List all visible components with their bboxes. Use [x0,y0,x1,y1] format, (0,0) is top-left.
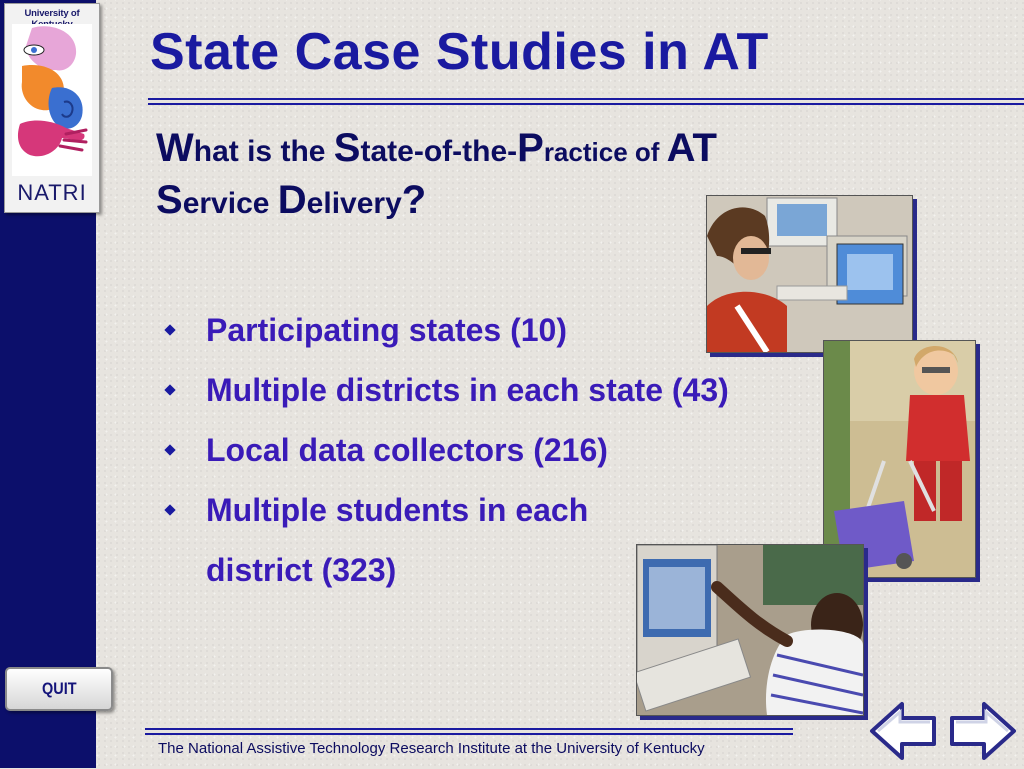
subtitle-part: P [517,126,544,170]
footer-divider [145,728,793,735]
diamond-bullet-icon [164,444,175,455]
slide-title: State Case Studies in AT [150,23,769,81]
photo-student-pointing [636,544,864,716]
subtitle-part: elivery [306,187,402,220]
diamond-bullet-icon [164,504,175,515]
back-button[interactable] [868,698,938,764]
bullet-item [158,420,838,480]
title-divider [148,98,1024,105]
bullet-text: Local data collectors (216) [206,432,608,468]
logo-natri-text: NATRI [17,180,87,205]
quit-button-label: QUIT [41,679,77,698]
logo-artwork [12,24,92,176]
subtitle-part: ? [401,178,427,222]
footer-text: The National Assistive Technology Research Institute at the University of Kentucky [158,740,705,757]
subtitle-part: AT [666,126,717,170]
bullet-text: Multiple districts in each state (43) [206,372,729,408]
subtitle-part: D [277,178,307,222]
subtitle-part: hat is the [193,135,334,168]
diamond-bullet-icon [164,384,175,395]
bullet-item [158,480,838,540]
photo-student-computer [706,195,913,353]
subtitle-part: S [156,178,183,222]
bullet-text: Participating states (10) [206,312,567,348]
bullet-text: Multiple students in each [206,492,589,528]
subtitle-part: W [156,126,194,170]
subtitle-part: tate-of-the- [360,135,518,168]
bullet-text: district (323) [206,552,397,588]
quit-button[interactable] [5,667,113,711]
photo-child-walker [823,340,976,578]
diamond-bullet-icon [164,324,175,335]
bullet-item [158,360,838,420]
right-arrow-icon [948,698,1018,764]
subtitle-part: ervice [182,187,278,220]
natri-logo [4,3,100,213]
subtitle-part: ractice of [543,137,667,167]
left-arrow-icon [868,698,938,764]
logo-university-text: University of [24,8,80,19]
subtitle-part: S [333,126,361,170]
next-button[interactable] [948,698,1018,764]
